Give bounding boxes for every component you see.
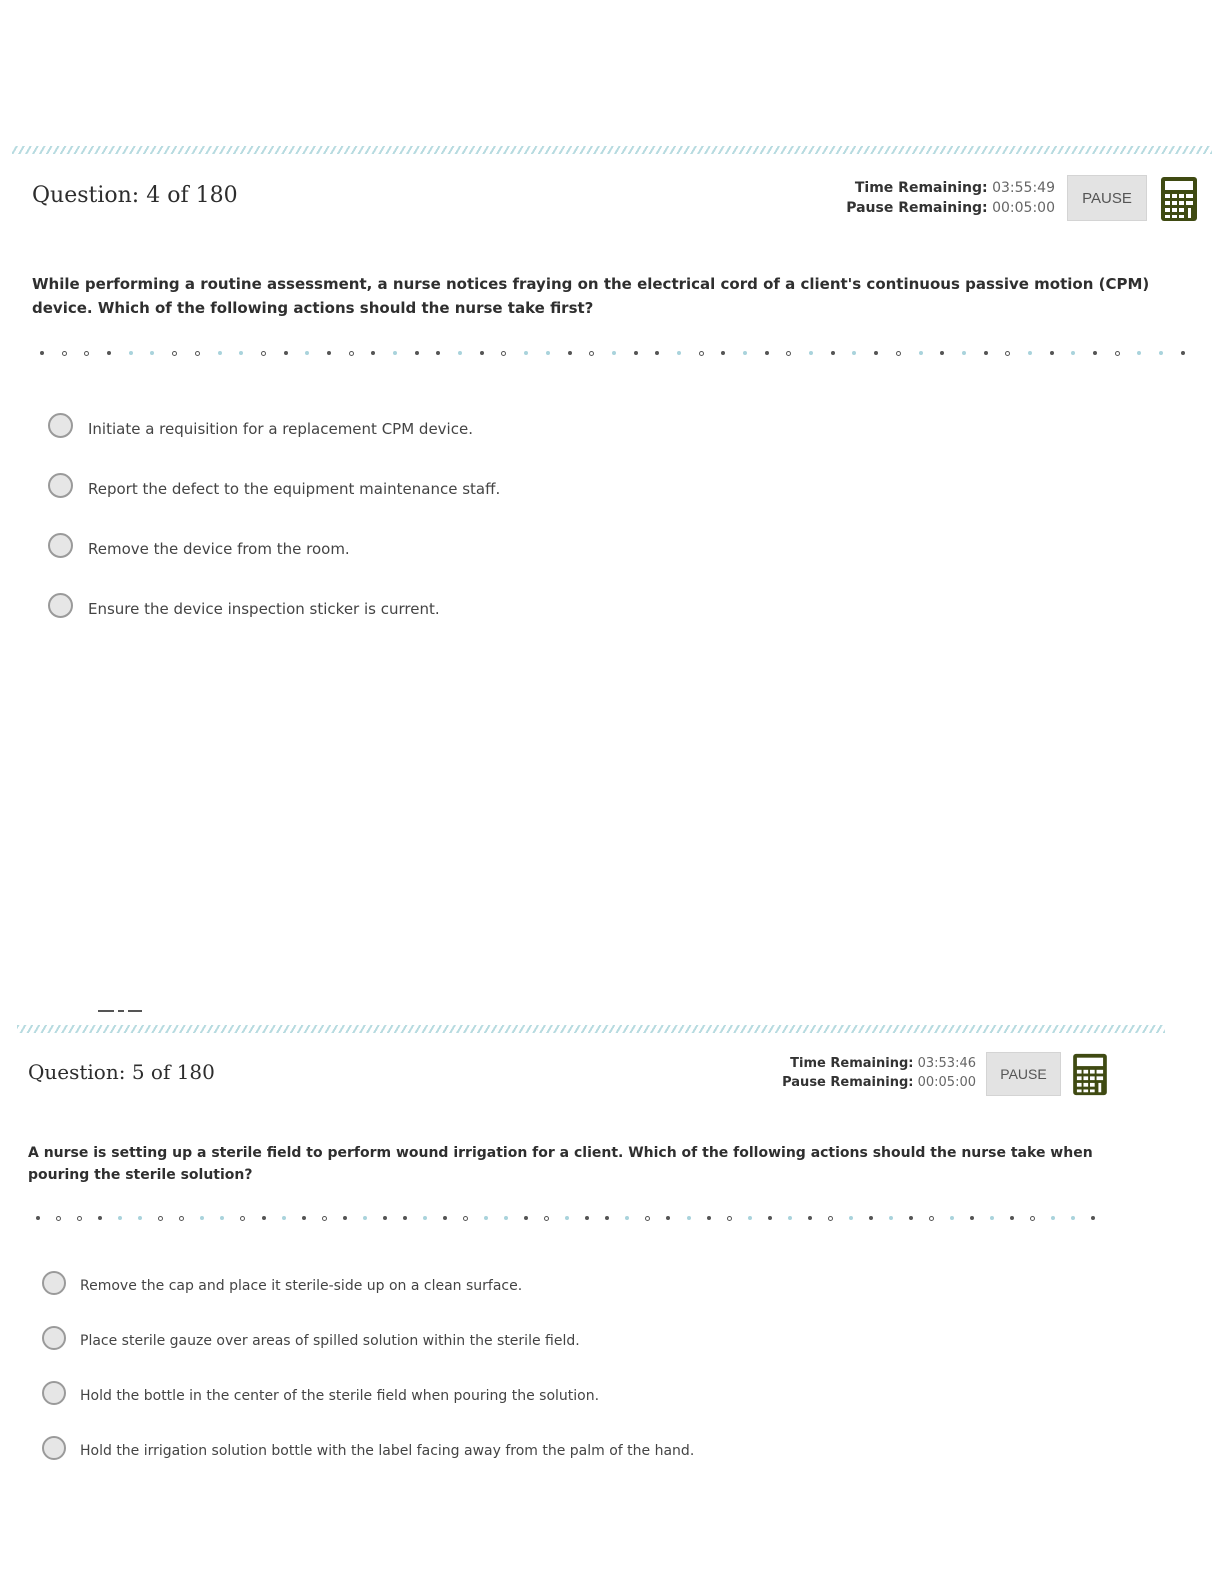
divider-dot	[612, 351, 616, 355]
divider-dot	[655, 351, 659, 355]
divider-dot	[1093, 351, 1097, 355]
time-remaining-label: Time Remaining:	[854, 180, 988, 196]
divider-dot	[828, 1216, 833, 1221]
divider-dot	[195, 351, 200, 356]
divider-dot	[809, 351, 813, 355]
divider-dot	[504, 1216, 508, 1220]
divider-dot	[605, 1216, 609, 1220]
divider-dot	[1071, 1216, 1075, 1220]
divider-dot	[261, 351, 266, 356]
divider-dot	[138, 1216, 142, 1220]
answer-options	[48, 395, 948, 635]
divider-dot	[403, 1216, 407, 1220]
divider-dot	[727, 1216, 732, 1221]
answer-option-text: Remove the device from the room.	[88, 539, 350, 558]
divider-dot	[200, 1216, 204, 1220]
answer-option-2[interactable]	[42, 1310, 942, 1365]
answer-option-3[interactable]	[42, 1365, 942, 1420]
question-stem: A nurse is setting up a sterile field to perform wound irrigation for a client. Which of the following actions should the nurse take when pouring the sterile solution?	[28, 1145, 1093, 1183]
divider-dot	[699, 351, 704, 356]
question-number: Question: 5 of 180	[28, 1060, 215, 1084]
answer-option-text: Remove the cap and place it sterile-side up on a clean surface.	[80, 1277, 523, 1294]
answer-option-4[interactable]	[48, 575, 948, 635]
divider-dot	[129, 351, 133, 355]
divider-dot	[808, 1216, 812, 1220]
divider-dot	[585, 1216, 589, 1220]
divider-dot	[524, 351, 528, 355]
divider-dot	[1137, 351, 1141, 355]
divider-dot	[962, 351, 966, 355]
radio-button[interactable]	[48, 593, 73, 618]
divider-dot	[1030, 1216, 1035, 1221]
divider-dot	[220, 1216, 224, 1220]
answer-option-text: Place sterile gauze over areas of spilled solution within the sterile field.	[80, 1332, 580, 1349]
time-remaining	[782, 1055, 976, 1074]
calculator-icon[interactable]	[1072, 1053, 1108, 1096]
divider-dot	[371, 351, 375, 355]
divider-dot	[666, 1216, 670, 1220]
divider-dot	[349, 351, 354, 356]
pause-remaining-label: Pause Remaining:	[846, 200, 988, 217]
pause-remaining	[782, 1074, 976, 1093]
divider-dot	[990, 1216, 994, 1220]
divider-dot	[634, 351, 638, 355]
divider-dot	[56, 1216, 61, 1221]
divider-dot	[1010, 1216, 1014, 1220]
question-stem: While performing a routine assessment, a nurse notices fraying on the electrical cord of a client's continuous passive motion (CPM) device. Which of the following actions should the nurse take first?	[32, 275, 1150, 317]
divider-dot	[1051, 1216, 1055, 1220]
pause-remaining-value: 00:05:00	[917, 1074, 976, 1090]
answer-option-1[interactable]	[42, 1255, 942, 1310]
answer-option-text: Initiate a requisition for a replacement CPM device.	[88, 419, 473, 438]
radio-button[interactable]	[48, 413, 73, 438]
divider-dot	[179, 1216, 184, 1221]
time-remaining	[846, 178, 1055, 198]
divider-dot	[484, 1216, 488, 1220]
divider-dot	[786, 351, 791, 356]
dotted-divider	[36, 1214, 1096, 1222]
divider-dot	[343, 1216, 347, 1220]
divider-dot	[501, 351, 506, 356]
divider-dot	[322, 1216, 327, 1221]
answer-option-1[interactable]	[48, 395, 948, 455]
divider-dot	[919, 351, 923, 355]
dotted-divider	[40, 349, 1185, 357]
pause-remaining-value: 00:05:00	[992, 200, 1055, 217]
divider-dot	[1028, 351, 1032, 355]
divider-dot	[423, 1216, 427, 1220]
timers	[782, 1055, 976, 1093]
divider-dot	[546, 351, 550, 355]
time-remaining-label: Time Remaining:	[790, 1056, 914, 1071]
divider-dot	[327, 351, 331, 355]
divider-dot	[869, 1216, 873, 1220]
divider-dot	[743, 351, 747, 355]
divider-dot	[107, 351, 111, 355]
divider-dot	[940, 351, 944, 355]
divider-dot	[305, 351, 309, 355]
divider-dot	[721, 351, 725, 355]
divider-dot	[1181, 351, 1185, 355]
radio-button[interactable]	[48, 473, 73, 498]
divider-dot	[240, 1216, 245, 1221]
divider-dot	[1050, 351, 1054, 355]
divider-dot	[62, 351, 67, 356]
divider-dot	[748, 1216, 752, 1220]
divider-dot	[565, 1216, 569, 1220]
divider-dot	[768, 1216, 772, 1220]
divider-dot	[239, 351, 243, 355]
divider-dot	[415, 351, 419, 355]
divider-dot	[218, 351, 222, 355]
divider-dot	[363, 1216, 367, 1220]
partial-text-fragment	[98, 1008, 146, 1014]
divider-dot	[524, 1216, 528, 1220]
divider-dot	[788, 1216, 792, 1220]
answer-option-2[interactable]	[48, 455, 948, 515]
divider-dot	[1091, 1216, 1095, 1220]
radio-button[interactable]	[48, 533, 73, 558]
header-stripe	[12, 146, 1212, 154]
divider-dot	[909, 1216, 913, 1220]
divider-dot	[707, 1216, 711, 1220]
radio-button[interactable]	[42, 1326, 66, 1350]
divider-dot	[36, 1216, 40, 1220]
divider-dot	[150, 351, 154, 355]
answer-option-3[interactable]	[48, 515, 948, 575]
answer-option-text: Hold the bottle in the center of the sterile field when pouring the solution.	[80, 1387, 600, 1404]
divider-dot	[118, 1216, 122, 1220]
divider-dot	[282, 1216, 286, 1220]
divider-dot	[874, 351, 878, 355]
time-remaining-value: 03:53:46	[917, 1056, 976, 1071]
radio-button[interactable]	[42, 1271, 66, 1295]
divider-dot	[383, 1216, 387, 1220]
divider-dot	[849, 1216, 853, 1220]
divider-dot	[589, 351, 594, 356]
divider-dot	[929, 1216, 934, 1221]
divider-dot	[1005, 351, 1010, 356]
divider-dot	[393, 351, 397, 355]
divider-dot	[950, 1216, 954, 1220]
divider-dot	[158, 1216, 163, 1221]
radio-button[interactable]	[42, 1381, 66, 1405]
radio-button[interactable]	[42, 1436, 66, 1460]
divider-dot	[984, 351, 988, 355]
divider-dot	[568, 351, 572, 355]
divider-dot	[1159, 351, 1163, 355]
divider-dot	[1115, 351, 1120, 356]
divider-dot	[40, 351, 44, 355]
divider-dot	[970, 1216, 974, 1220]
answer-option-text: Ensure the device inspection sticker is current.	[88, 599, 440, 618]
divider-dot	[172, 351, 177, 356]
pause-remaining	[846, 198, 1055, 218]
pause-button[interactable]: PAUSE	[986, 1052, 1061, 1096]
divider-dot	[831, 351, 835, 355]
answer-option-4[interactable]	[42, 1420, 942, 1475]
timers	[846, 178, 1055, 219]
divider-dot	[98, 1216, 102, 1220]
divider-dot	[852, 351, 856, 355]
divider-dot	[436, 351, 440, 355]
header-stripe	[17, 1025, 1165, 1033]
divider-dot	[262, 1216, 266, 1220]
divider-dot	[284, 351, 288, 355]
divider-dot	[677, 351, 681, 355]
divider-dot	[645, 1216, 650, 1221]
divider-dot	[544, 1216, 549, 1221]
divider-dot	[84, 351, 89, 356]
divider-dot	[77, 1216, 82, 1221]
question-panel-5	[0, 1000, 1224, 1584]
divider-dot	[302, 1216, 306, 1220]
answer-option-text: Hold the irrigation solution bottle with the label facing away from the palm of the hand.	[80, 1442, 695, 1459]
divider-dot	[458, 351, 462, 355]
answer-options	[42, 1255, 942, 1475]
divider-dot	[687, 1216, 691, 1220]
divider-dot	[463, 1216, 468, 1221]
divider-dot	[1071, 351, 1075, 355]
divider-dot	[480, 351, 484, 355]
divider-dot	[625, 1216, 629, 1220]
question-number: Question: 4 of 180	[32, 183, 238, 208]
divider-dot	[443, 1216, 447, 1220]
pause-remaining-label: Pause Remaining:	[782, 1074, 914, 1090]
calculator-icon[interactable]	[1160, 176, 1198, 222]
divider-dot	[896, 351, 901, 356]
time-remaining-value: 03:55:49	[992, 180, 1055, 196]
answer-option-text: Report the defect to the equipment maintenance staff.	[88, 479, 501, 498]
divider-dot	[765, 351, 769, 355]
divider-dot	[889, 1216, 893, 1220]
pause-button[interactable]: PAUSE	[1067, 175, 1147, 221]
